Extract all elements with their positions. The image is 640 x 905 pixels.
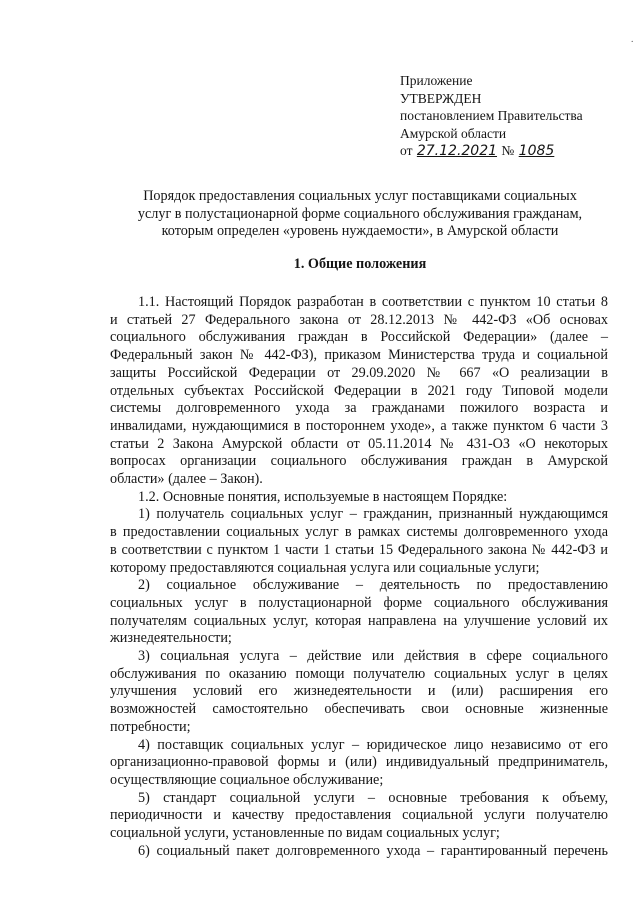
approval-block: [400, 72, 583, 161]
appendix-label: Приложение: [400, 73, 473, 88]
handwritten-date: 27.12.2021: [416, 143, 498, 159]
paragraph-line: системы долговременного ухода за гражданами пожилого возраста и: [110, 400, 608, 417]
date-number-line: [400, 142, 583, 161]
date-prefix: от: [400, 143, 413, 158]
paragraph-line: 1.1. Настоящий Порядок разработан в соответствии с пунктом 10 статьи 8: [138, 294, 608, 310]
paragraph-line: жизнедеятельности;: [110, 630, 232, 647]
approved-label: УТВЕРЖДЕН: [400, 90, 482, 106]
paragraph-line: улучшения условий его жизнедеятельности и (или) расширения его: [110, 683, 608, 700]
paragraph-line: социальной услуги, установленные по видам социальных услуг;: [110, 825, 500, 842]
paragraph-line: 1) получатель социальных услуг – гражданин, признанный нуждающимся: [138, 506, 608, 523]
section-heading: 1. Общие положения: [293, 256, 427, 272]
corner-mark: ·: [630, 36, 634, 48]
paragraph-line: которому предоставляются социальная услуга или социальные услуги;: [110, 559, 540, 576]
paragraph-line: обслуживания по оказанию помощи получателю социальных услуг в целях: [110, 665, 608, 682]
paragraph-line: возможностей самостоятельно обеспечивать свои основные жизненные: [110, 701, 608, 718]
paragraph-line: защиты Российской Федерации от 29.09.2020 № 667 «О реализации в: [110, 364, 608, 381]
title-line: Порядок предоставления социальных услуг поставщиками социальных: [143, 188, 577, 204]
number-prefix: №: [501, 143, 515, 158]
region-label: Амурской области: [400, 125, 507, 141]
document-title: [120, 188, 600, 241]
paragraph-line: социального обслуживания граждан в Российской Федерации» (далее –: [110, 329, 608, 346]
paragraph-line: осуществляющие социальное обслуживание;: [110, 771, 384, 788]
title-line: услуг в полустационарной форме социального обслуживания гражданам,: [137, 205, 583, 222]
paragraph-line: и статьей 27 Федерального закона от 28.12.2013 № 442-ФЗ «Об основах: [110, 311, 608, 328]
paragraph-line: потребности;: [110, 718, 191, 735]
paragraph-line: 4) поставщик социальных услуг – юридическое лицо независимо от его: [138, 736, 608, 753]
paragraph-line: 3) социальная услуга – действие или действия в сфере социального: [138, 648, 608, 665]
paragraph-line: 2) социальное обслуживание – деятельность по предоставлению: [138, 577, 608, 594]
paragraph-line: 5) стандарт социальной услуги – основные требования к объему,: [138, 789, 608, 806]
paragraph-line: статьи 2 Закона Амурской области от 05.11.2014 № 431-ОЗ «О некоторых: [110, 435, 608, 452]
paragraph-line: в предоставлении социальных услуг в рамках системы долговременного ухода: [110, 524, 608, 541]
paragraph-line: 6) социальный пакет долговременного ухода – гарантированный перечень: [138, 842, 608, 859]
paragraph-line: вопросах организации социального обслуживания граждан в Амурской: [110, 453, 608, 470]
paragraph-line: отдельных субъектах Российской Федерации в 2021 году Типовой модели: [110, 382, 608, 399]
paragraph-line: в соответствии с пунктом 1 части 1 статьи 15 Федерального закона № 442-ФЗ и: [110, 541, 608, 558]
paragraph-line: организационно-правовой формы и (или) индивидуальный предприниматель,: [110, 754, 608, 771]
paragraph-line: 1.2. Основные понятия, используемые в настоящем Порядке:: [138, 488, 508, 505]
title-line: которым определен «уровень нуждаемости», в Амурской области: [161, 223, 559, 239]
paragraph-line: области» (далее – Закон).: [110, 471, 263, 488]
paragraph-line: получателям социальных услуг, которая направлена на улучшение условий их: [110, 612, 608, 629]
paragraph-line: инвалидами, нуждающимися в постороннем уходе», а также пунктом 6 части 3: [110, 417, 608, 434]
paragraph-line: периодичности и качеству предоставления социальной услуги получателю: [110, 807, 608, 824]
paragraph-line: социальных услуг в полустационарной форме социального обслуживания: [110, 594, 608, 611]
handwritten-number: 1085: [518, 143, 555, 159]
resolution-label: постановлением Правительства: [400, 108, 583, 123]
body-text: [110, 294, 608, 861]
paragraph-line: Федеральный закон № 442-ФЗ), приказом Министерства труда и социальной: [110, 347, 608, 364]
